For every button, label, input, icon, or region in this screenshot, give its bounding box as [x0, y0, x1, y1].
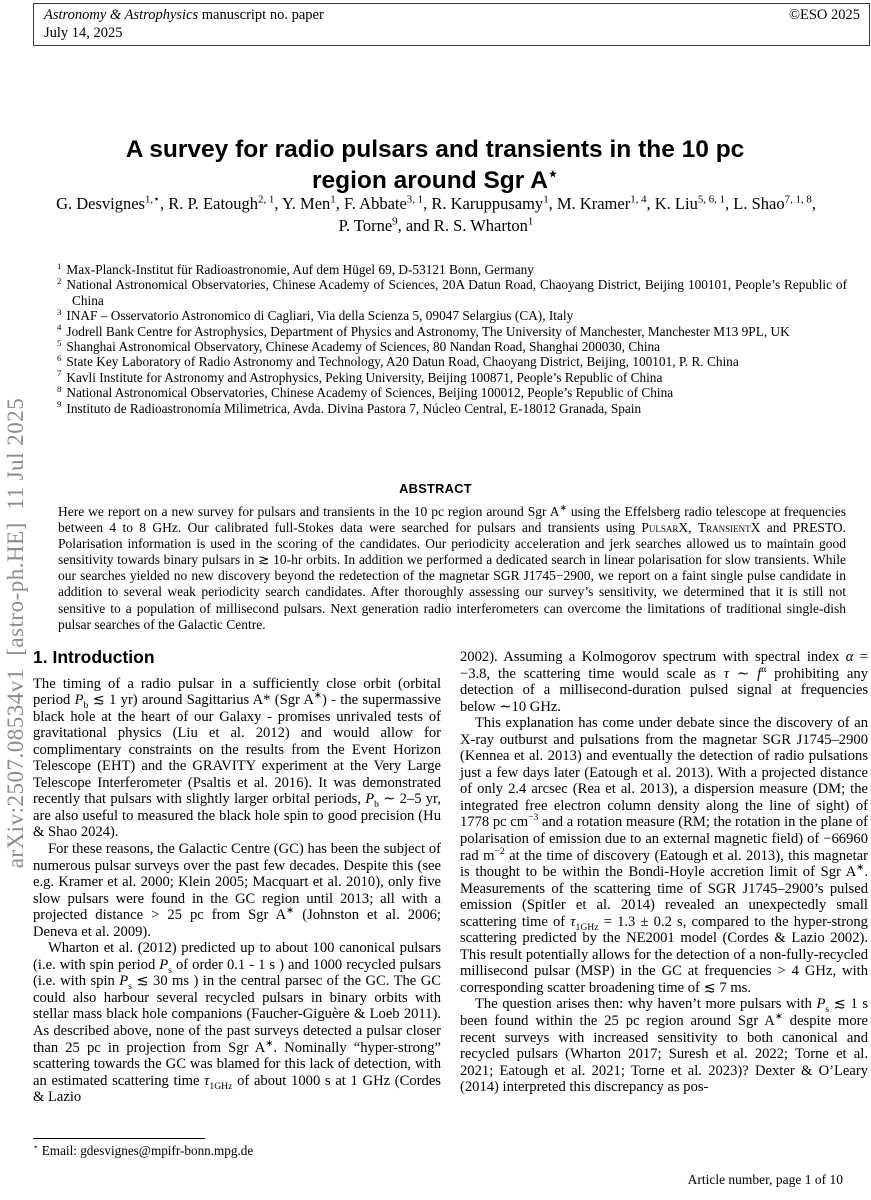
paragraph: For these reasons, the Galactic Centre (GC) has been the subject of numerous pulsar surveys over the past few decades. Despite this (see e.g. Kramer et al. 2000; Klein 2005; Macquart et al. 2010), only five slow pulsars were found in the GC region until 2013; all with a projected distance > 25 pc from Sgr A∗ (Johnston et al. 2006; Deneva et al. 2009). [33, 841, 441, 940]
affiliation-item [57, 262, 847, 277]
affiliation-number: 2 [57, 275, 62, 286]
manuscript-header [33, 3, 870, 46]
affiliation-list [57, 262, 847, 416]
affiliation-number: 3 [57, 306, 62, 317]
left-column [33, 649, 441, 1139]
affiliation-item [57, 370, 847, 385]
copyright-notice: ©ESO 2025 [788, 7, 860, 23]
affiliation-number: 1 [57, 260, 62, 271]
paragraph: Wharton et al. (2012) predicted up to about 100 canonical pulsars (i.e. with spin period $P_s$ of order 0.1 - 1 s ) and 1000 recycled pulsars (i.e. with spin $P_s$ ≲ 30 ms ) in the central parsec of the GC. The GC could also harbour several recycled pulsars in binary orbits with stellar mass black hole companions (Faucher-Giguère & Loeb 2011). As described above, none of the past surveys detected a pulsar closer than 25 pc in projection from Sgr A∗. Nominally “hyper-strong” scattering towards the GC was blamed for this lack of detection, with an estimated scattering time $\tau_{1GHz}$ of about 1000 s at 1 GHz (Cordes & Lazio [33, 940, 441, 1106]
abstract-heading: ABSTRACT [399, 481, 472, 496]
two-column-body [33, 649, 869, 1139]
affiliation-text: Instituto de Radioastronomía Milimetrica, Avda. Divina Pastora 7, Núcleo Central, E-18012 Granada, Spain [66, 400, 642, 416]
paragraph: The timing of a radio pulsar in a sufficiently close orbit (orbital period $P_b$ ≲ 1 yr) around Sagittarius A* (Sgr A∗) - the supermassive black hole at the heart of our Galaxy - promises unrivaled tests of gravitational physics (Liu et al. 2012) and would allow for complimentary constraints on the results from the Event Horizon Telescope (EHT) and the GRAVITY experiment at the Very Large Telescope Interferometer (Psaltis et al. 2016). It was demonstrated recently that pulsars with slightly larger orbital periods, $P_b$ ∼ 2–5 yr, are also useful to measured the black hole spin to good precision (Hu & Shao 2024). [33, 675, 441, 841]
paragraph: The question arises then: why haven’t more pulsars with $P_s$ ≲ 1 s been found within the 25 pc region around Sgr A∗ despite more recent surveys with increased sensitivity to both canonical and recycled pulsars (Wharton 2017; Suresh et al. 2022; Torne et al. 2021; Eatough et al. 2021; Torne et al. 2023)? Dexter & O’Leary (2014) interpreted this discrepancy as pos- [460, 996, 868, 1096]
affiliation-text: INAF – Osservatorio Astronomico di Cagliari, Via della Scienza 5, 09047 Selargius (CA), Italy [66, 308, 574, 324]
author-line-1: G. Desvignes$^{1,⋆}$, R. P. Eatough$^{2, 1}$, Y. Men$^1$, F. Abbate$^{3, 1}$, R. Karuppusamy$^1$, M. Kramer$^{1, 4}$, K. Liu$^{5, 6, 1}$, L. Shao$^{7, 1, 8}$, [56, 193, 816, 213]
affiliation-number: 4 [57, 322, 62, 333]
journal-manuscript-line: Astronomy & Astrophysics manuscript no. paper [44, 7, 324, 23]
header-date: July 14, 2025 [44, 24, 123, 41]
affiliation-text: State Key Laboratory of Radio Astronomy and Technology, A20 Datun Road, Chaoyang District, Beijing, 100101, P. R. China [66, 354, 739, 370]
affiliation-number: 6 [57, 353, 62, 364]
affiliation-text: National Astronomical Observatories, Chinese Academy of Sciences, 20A Datun Road, Chaoyang District, Beijing 100101, People’s Republic of China [66, 277, 847, 308]
right-column [460, 649, 868, 1139]
affiliation-text: National Astronomical Observatories, Chinese Academy of Sciences, Beijing 100012, People’s Republic of China [66, 385, 674, 401]
affiliation-text: Jodrell Bank Centre for Astrophysics, Department of Physics and Astronomy, The University of Manchester, Manchester M13 9PL, UK [66, 323, 790, 339]
affiliation-text: Kavli Institute for Astronomy and Astrophysics, Peking University, Beijing 100871, People’s Republic of China [66, 369, 663, 385]
affiliation-item [57, 401, 847, 416]
affiliation-text: Shanghai Astronomical Observatory, Chinese Academy of Sciences, 80 Nandan Road, Shanghai 200030, China [66, 339, 661, 355]
affiliation-text: Max-Planck-Institut für Radioastronomie, Auf dem Hügel 69, D-53121 Bonn, Germany [66, 262, 534, 277]
page-footer: Article number, page 1 of 10 [687, 1172, 843, 1187]
affiliation-item [57, 324, 847, 339]
header-left [44, 7, 324, 41]
affiliation-number: 5 [57, 337, 62, 348]
footnote-text: ⋆ Email: gdesvignes@mpifr-bonn.mpg.de [33, 1141, 254, 1158]
affiliation-number: 7 [57, 368, 62, 379]
affiliation-item [57, 385, 847, 400]
paragraph: This explanation has come under debate since the discovery of an X-ray outburst and pulsations from the magnetar SGR J1745–2900 (Kennea et al. 2013) and eventually the detection of radio pulsations just a few days later (Eatough et al. 2013). With a projected distance of only 2.4 arcsec (Rea et al. 2013), a dispersion measure (DM; the integrated free electron column density along the line of sight) of 1778 pc $cm^{-3}$ and a rotation measure (RM; the rotation in the plane of polarisation of emission due to an external magnetic field) of −66960 rad $m^{-2}$ at the time of discovery (Eatough et al. 2013), this magnetar is thought to be within the Bondi-Hoyle accretion limit of Sgr A∗. Measurements of the scattering time of SGR J1745–2900’s pulsed emission (Spitler et al. 2014) revealed an unexpectedly small scattering time of $\tau_{1GHz} = 1.3 \pm 0.2$ s, compared to the hyper-strong scattering predicted by the NE2001 model (Cordes & Lazio 2002). This result potentially allows for the detection of a non-fully-recycled millisecond pulsar (MSP) in the GC at frequencies > 4 GHz, with corresponding scatter broadening time of ≲ 7 ms. [460, 715, 868, 996]
page-title: A survey for radio pulsars and transients in the 10 pc region around Sgr A⋆ [125, 136, 745, 195]
affiliation-item [57, 308, 847, 323]
affiliation-item [57, 277, 847, 308]
section-heading-introduction: 1. Introduction [33, 649, 155, 667]
author-list [33, 193, 839, 237]
footnote-rule [33, 1138, 205, 1139]
paragraph: 2002). Assuming a Kolmogorov spectrum with spectral index α = −3.8, the scattering time would scale as τ ∼ $f^\alpha$ prohibiting any detection of a millisecond-duration pulsed signal at frequencies below ∼10 GHz. [460, 649, 869, 715]
affiliation-item [57, 339, 847, 354]
abstract-text: Here we report on a new survey for pulsars and transients in the 10 pc region around Sgr A∗ using the Effelsberg radio telescope at frequencies between 4 to 8 GHz. Our calibrated full-Stokes data were searched for pulsars and transients using PulsarX, TransientX and PRESTO. Polarisation information is used in the scoring of the candidates. Our periodicity acceleration and jerk searches allowed us to maintain good sensitivity towards binary pulsars in ≳ 10-hr orbits. In addition we performed a dedicated search in linear polarisation for slow transients. While our searches yielded no new discovery beyond the redetection of the magnetar SGR J1745−2900, we report on a faint single pulse candidate in addition to several weak periodicity search candidates. After thoroughly assessing our survey’s sensitivity, we determined that it is still not sensitive to a population of millisecond pulsars. Next generation radio interferometers can overcome the limitations of traditional single-dish pulsar searches of the Galactic Centre. [58, 502, 847, 632]
email-footnote [33, 1138, 441, 1159]
author-line-2: P. Torne$^9$, and R. S. Wharton$^1$ [338, 215, 534, 235]
arxiv-watermark: arXiv:2507.08534v1 [astro-ph.HE] 11 Jul 2025 [3, 397, 28, 869]
affiliation-item [57, 354, 847, 369]
affiliation-number: 8 [57, 383, 62, 394]
affiliation-number: 9 [57, 399, 62, 410]
